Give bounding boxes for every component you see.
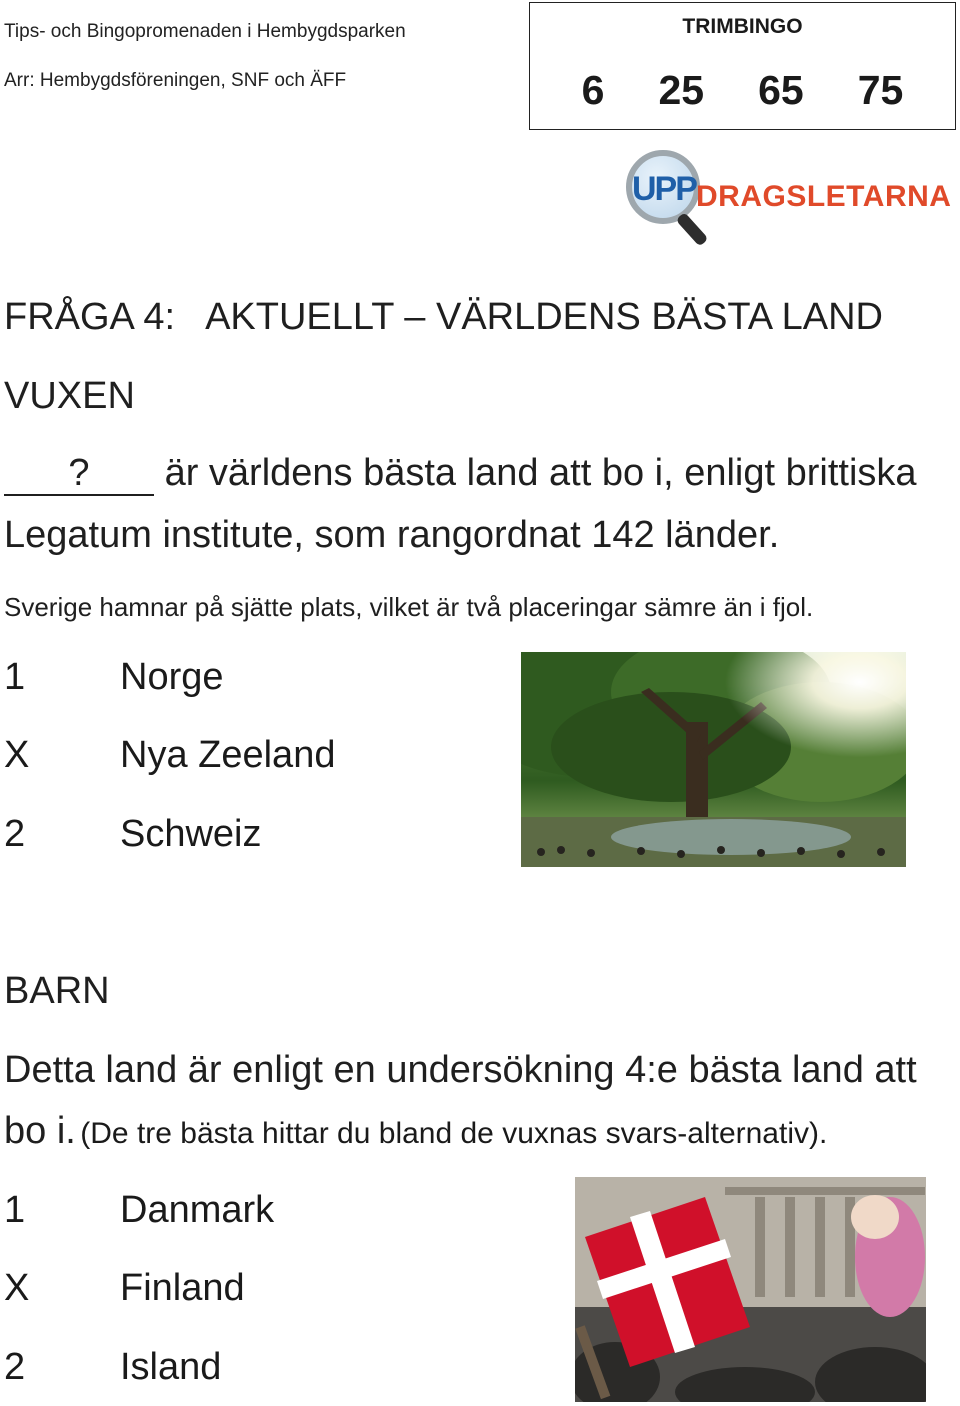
option-key: 2 <box>4 1346 26 1388</box>
child-hint: (De tre bästa hittar du bland de vuxnas svars-alternativ). <box>80 1117 828 1150</box>
answer-blank: ? <box>4 454 154 496</box>
option-key: 1 <box>4 656 26 698</box>
event-title: Tips- och Bingopromenaden i Hembygdsparken <box>4 21 406 42</box>
adult-note: Sverige hamnar på sjätte plats, vilket är två placeringar sämre än i fjol. <box>4 592 814 622</box>
child-question-text: bo i. <box>4 1110 76 1152</box>
danish-flag-illustration <box>575 1177 926 1402</box>
option-key: 1 <box>4 1189 26 1231</box>
question-topic: AKTUELLT – VÄRLDENS BÄSTA LAND <box>205 296 883 338</box>
organizers: Arr: Hembygdsföreningen, SNF och ÄFF <box>4 70 347 91</box>
option-value: Norge <box>120 656 224 698</box>
logo-prefix: UPP <box>632 170 696 208</box>
child-question-line1: Detta land är enligt en undersökning 4:e bästa land att <box>4 1049 917 1091</box>
child-heading: BARN <box>4 970 110 1012</box>
logo-text: DRAGSLETARNA <box>696 180 952 213</box>
bingo-number: 6 <box>581 67 605 113</box>
question-label: FRÅGA 4: <box>4 296 176 338</box>
adult-question-line2: Legatum institute, som rangordnat 142 länder. <box>4 514 780 556</box>
option-value: Island <box>120 1346 222 1388</box>
adult-question-text: är världens bästa land att bo i, enligt brittiska <box>164 452 917 494</box>
option-key: X <box>4 734 30 776</box>
option-value: Finland <box>120 1267 245 1309</box>
bingo-number: 65 <box>758 67 804 113</box>
option-key: 2 <box>4 813 26 855</box>
bingo-number: 75 <box>857 67 904 113</box>
adult-question-line1 <box>4 452 917 496</box>
option-value: Schweiz <box>120 813 262 855</box>
uppdragsletarna-logo <box>616 144 952 250</box>
child-question-line2 <box>4 1110 827 1153</box>
option-value: Nya Zeeland <box>120 734 336 776</box>
magnifier-handle <box>676 212 709 247</box>
bingo-box <box>529 2 956 130</box>
adult-heading: VUXEN <box>4 375 135 417</box>
danish-flag-photo <box>575 1177 926 1402</box>
bingo-number: 25 <box>658 67 705 113</box>
bingo-numbers <box>530 67 955 114</box>
bingo-title: TRIMBINGO <box>682 15 803 38</box>
option-value: Danmark <box>120 1189 275 1231</box>
option-key: X <box>4 1267 30 1309</box>
park-photo <box>521 652 906 867</box>
park-illustration <box>521 652 906 867</box>
question-heading <box>4 296 883 339</box>
